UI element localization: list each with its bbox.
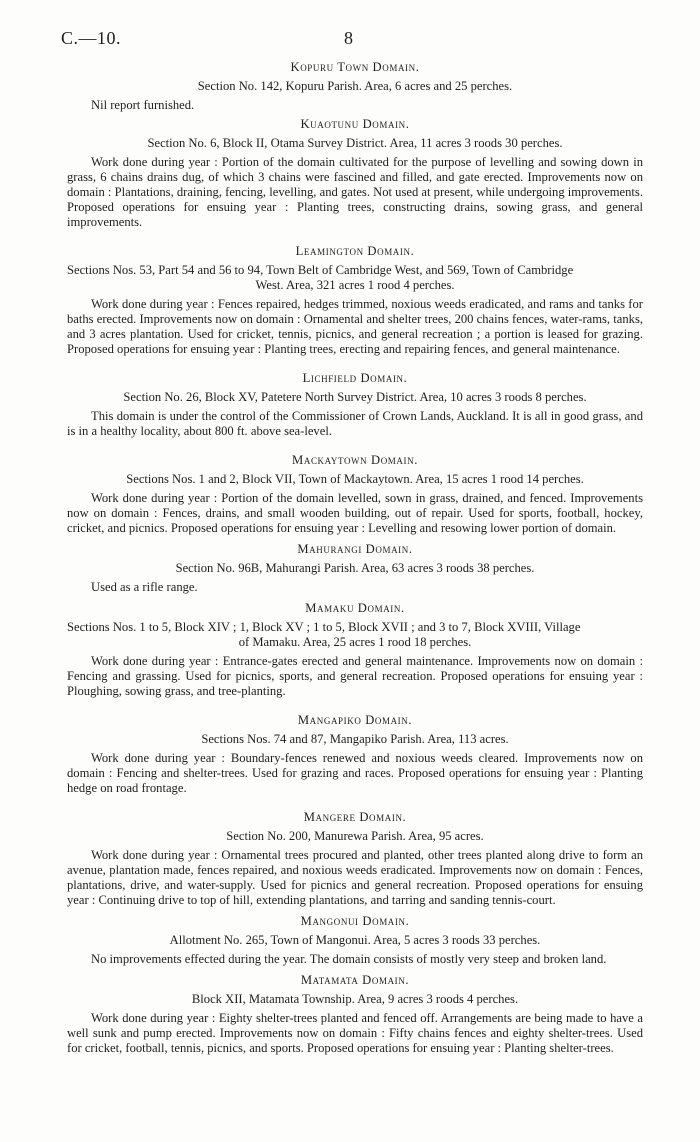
section-title: Mackaytown Domain. [292, 453, 418, 467]
section-body: Work done during year : Portion of the domain levelled, sown in grass, drained, and fenced. Improvements now on domain : Fences, drains, and small wooden building, out of repair. Used for sports, football, hockey, cricket, and picnics. Proposed operations for ensuing year : Levelling and resowing lower portion of domain. [67, 491, 643, 535]
section-subtitle-cont: West. Area, 321 acres 1 rood 4 perches. [255, 278, 455, 292]
section-title: Leamington Domain. [295, 244, 415, 258]
section-subtitle: Section No. 6, Block II, Otama Survey District. Area, 11 acres 3 roods 30 perches. [147, 136, 563, 150]
section-body: Work done during year : Eighty shelter-trees planted and fenced off. Arrangements are being made to have a well sunk and pump erected. Improvements now on domain : Fifty chains fences and eighty shelter-trees. Used for cricket, football, tennis, picnics, and sports. Proposed operations for ensuing year : Planting shelter-trees. [67, 1011, 643, 1055]
section-subtitle [67, 263, 643, 293]
section-body: Work done during year : Boundary-fences renewed and noxious weeds cleared. Improvements now on domain : Fencing and shelter-trees. Used for grazing and races. Proposed operations for ensuing year : Planting hedge on road frontage. [67, 751, 643, 795]
section-leamington [67, 244, 643, 357]
section-mangonui [67, 914, 643, 967]
section-body: Work done during year : Fences repaired, hedges trimmed, noxious weeds eradicated, and rams and tanks for baths erected. Improvements now on domain : Ornamental and shelter trees, 200 chains fences, water-rams, tanks, and 3 acres plantation. Used for cricket, tennis, picnics, and general recreation ; a portion is leased for grazing. Proposed operations for ensuing year : Planting trees, erecting and repairing fences, and general maintenance. [67, 297, 643, 356]
section-subtitle: Section No. 142, Kopuru Parish. Area, 6 acres and 25 perches. [197, 79, 513, 93]
section-subtitle-line: Sections Nos. 1 to 5, Block XIV ; 1, Block XV ; 1 to 5, Block XVII ; and 3 to 7, Block XVIII, Village [67, 620, 581, 634]
section-subtitle: Section No. 200, Manurewa Parish. Area, 95 acres. [226, 829, 484, 843]
section-subtitle: Block XII, Matamata Township. Area, 9 acres 3 roods 4 perches. [191, 992, 519, 1006]
section-subtitle: Sections Nos. 74 and 87, Mangapiko Parish. Area, 113 acres. [201, 732, 509, 746]
section-mahurangi [67, 542, 643, 595]
section-subtitle: Section No. 96B, Mahurangi Parish. Area, 63 acres 3 roods 38 perches. [175, 561, 535, 575]
section-mamaku [67, 601, 643, 699]
section-body: Used as a rifle range. [91, 580, 198, 594]
section-subtitle: Sections Nos. 1 and 2, Block VII, Town of Mackaytown. Area, 15 acres 1 rood 14 perches. [126, 472, 584, 486]
section-title: Lichfield Domain. [302, 371, 408, 385]
section-body: Work done during year : Portion of the domain cultivated for the purpose of levelling and sowing down in grass, 6 chains drains dug, of which 3 chains were fascined and filled, and gate erected. Improvements now on domain : Plantations, draining, fencing, levelling, and gates. Not used at present, while undergoing improvements. Proposed operations for ensuing year : Planting trees, constructing drains, sowing grass, and general improvements. [67, 155, 643, 229]
page-number: 8 [344, 28, 353, 48]
section-body: Work done during year : Ornamental trees procured and planted, other trees planted along drive to form an avenue, plantation made, fences repaired, and noxious weeds eradicated. Improvements now on domain : Fences, plantations, drive, and water-supply. Used for picnics and general recreation. Proposed operations for ensuing year : Continuing drive to top of hill, extending plantations, and tarring and sanding tennis-court. [67, 848, 643, 907]
document-code: C.—10. [61, 28, 122, 48]
section-title: Mangonui Domain. [300, 914, 410, 928]
section-subtitle: Allotment No. 265, Town of Mangonui. Area, 5 acres 3 roods 33 perches. [169, 933, 541, 947]
section-title: Kopuru Town Domain. [290, 60, 420, 74]
section-subtitle: Section No. 26, Block XV, Patetere North Survey District. Area, 10 acres 3 roods 8 perches. [123, 390, 587, 404]
section-lichfield [67, 371, 643, 439]
section-title: Mamaku Domain. [305, 601, 405, 615]
section-mangere [67, 810, 643, 908]
section-matamata [67, 973, 643, 1056]
section-body: This domain is under the control of the Commissioner of Crown Lands, Auckland. It is all in good grass, and is in a healthy locality, about 800 ft. above sea-level. [67, 409, 643, 438]
page-body [67, 60, 643, 1056]
section-subtitle-cont: of Mamaku. Area, 25 acres 1 rood 18 perches. [238, 635, 472, 649]
section-title: Mangere Domain. [303, 810, 407, 824]
section-title: Kuaotunu Domain. [300, 117, 410, 131]
section-title: Mahurangi Domain. [297, 542, 413, 556]
section-title: Mangapiko Domain. [297, 713, 413, 727]
section-body: Work done during year : Entrance-gates erected and general maintenance. Improvements now on domain : Fencing and grassing. Used for picnics, sports, and general recreation. Proposed operations for ensuing year : Ploughing, sowing grass, and tree-planting. [67, 654, 643, 698]
section-body: No improvements effected during the year. The domain consists of mostly very steep and broken land. [91, 952, 607, 966]
section-kopuru [67, 60, 643, 113]
section-kuaotunu [67, 117, 643, 230]
section-body: Nil report furnished. [91, 98, 195, 112]
section-subtitle-line: Sections Nos. 53, Part 54 and 56 to 94, Town Belt of Cambridge West, and 569, Town of Cambridge [67, 263, 574, 277]
section-mackaytown [67, 453, 643, 536]
section-mangapiko [67, 713, 643, 796]
section-subtitle [67, 620, 643, 650]
section-title: Matamata Domain. [300, 973, 410, 987]
